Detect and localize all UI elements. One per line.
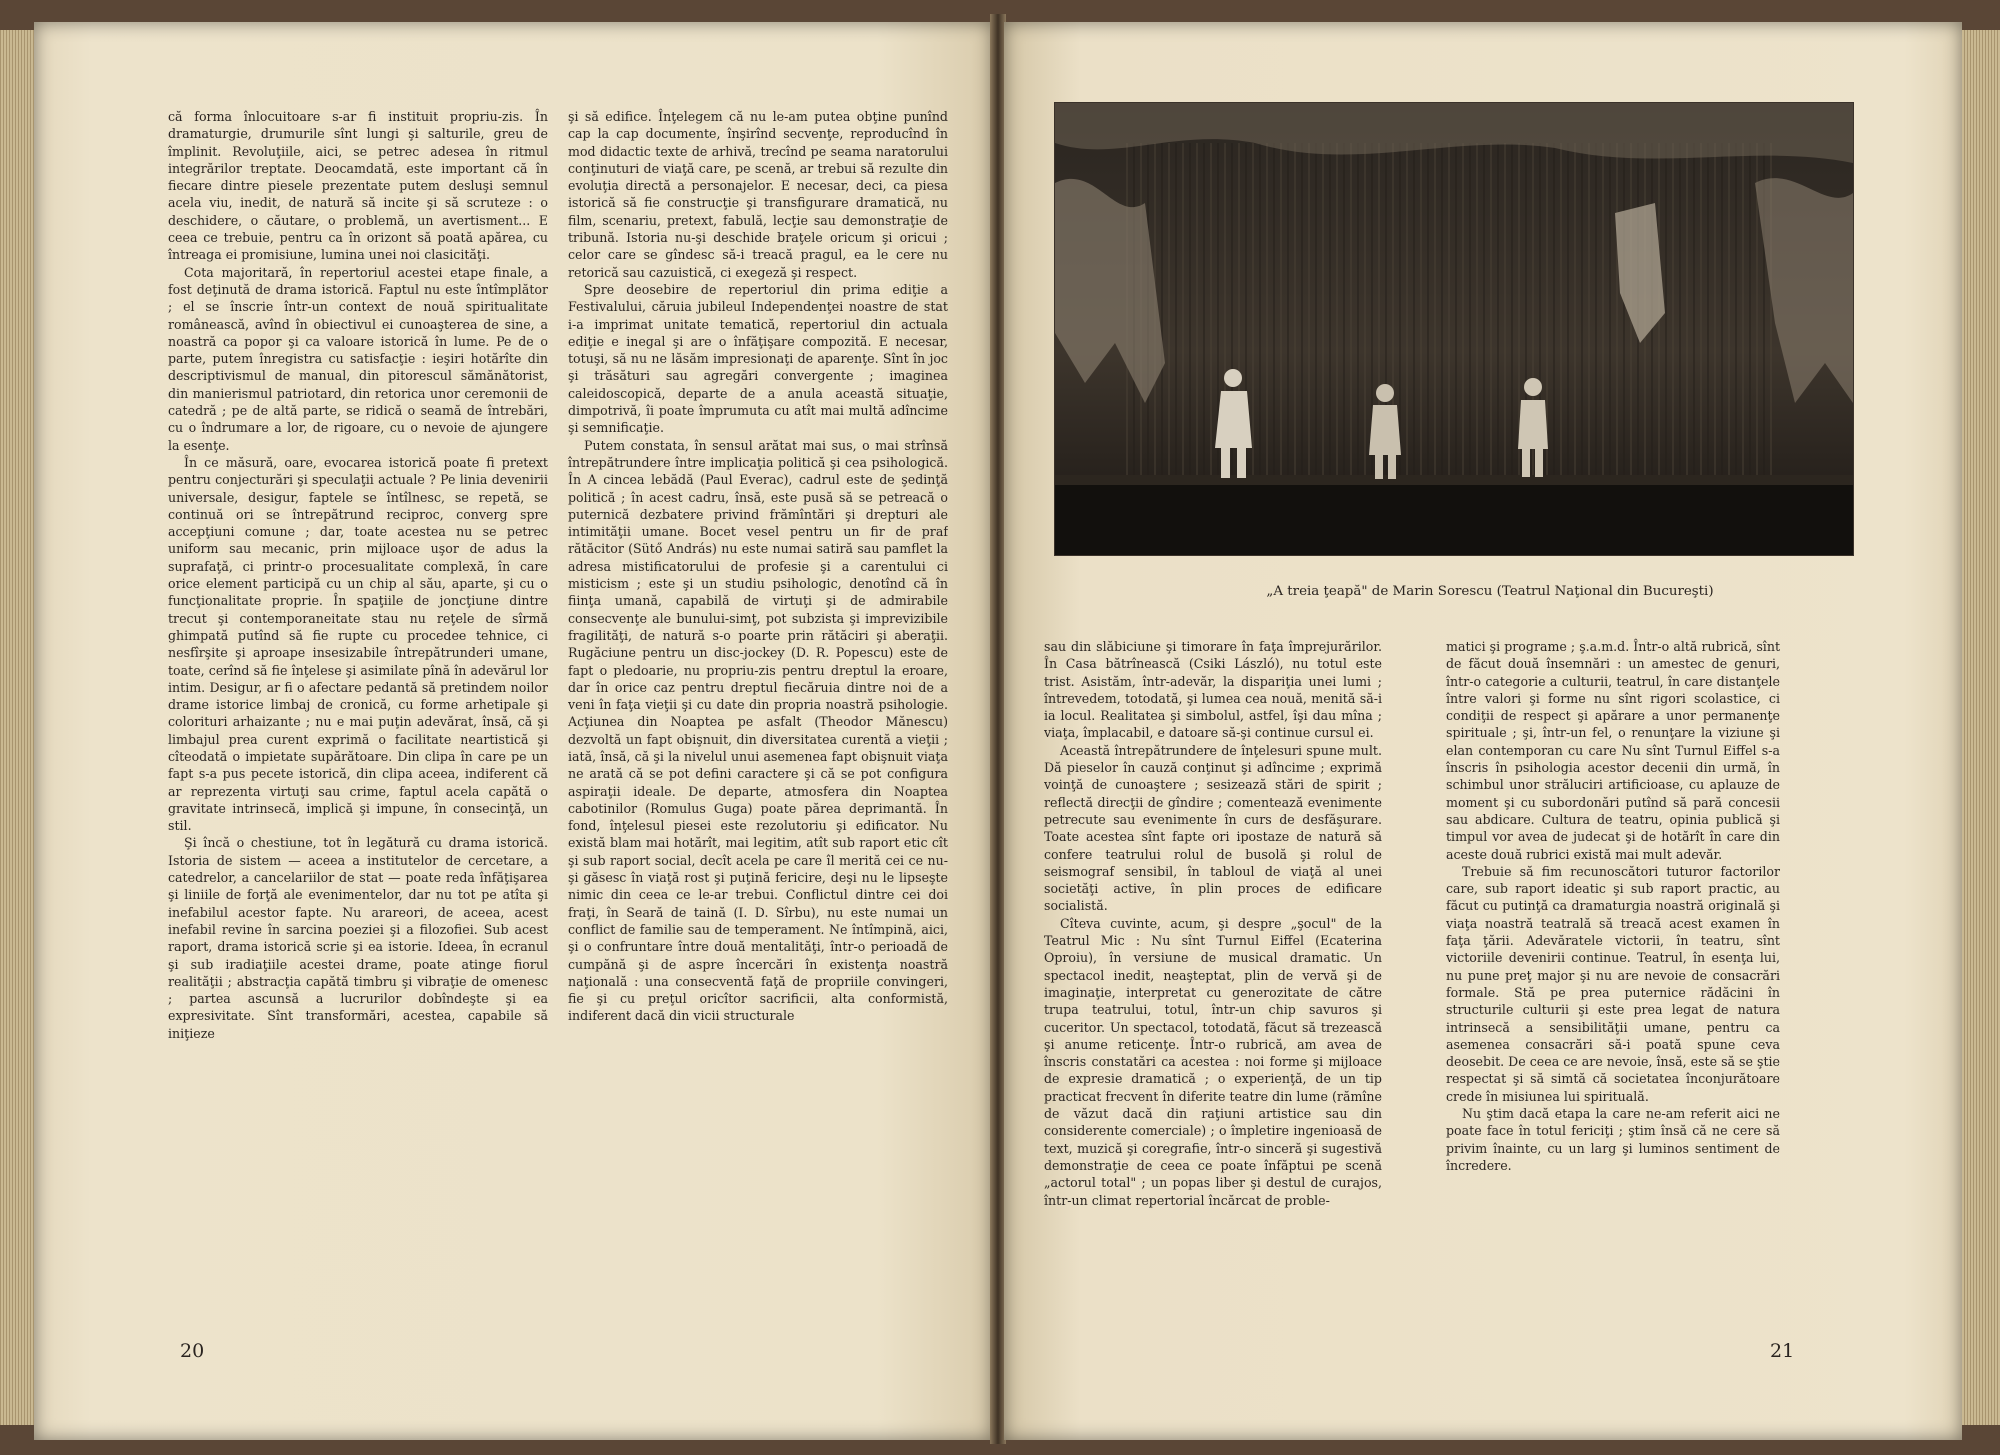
right-page-edges bbox=[1962, 30, 2000, 1425]
paragraph: că forma înlocuitoare s-ar fi instituit propriu-zis. În dramaturgie, drumurile sînt lungi şi salturile, greu de împlinit. Revoluţiile, aici, se petrec adesea în ritmul integrărilor treptate. Deocamdată, este important că în fiecare dintre piesele prezentate putem desluşi semnul acela viu, inedit, de natură să incite şi să scruteze : o deschidere, o căutare, o problemă, un avertisment... E ceea ce trebuie, pentru ca în orizont să poată apărea, cu întreaga ei promisiune, lumina unei noi clasicităţi. bbox=[168, 109, 548, 263]
left-page-column-2 bbox=[568, 108, 948, 1338]
page-number: 21 bbox=[1770, 1340, 1795, 1362]
paragraph: Această întrepătrundere de înţelesuri spune mult. Dă pieselor în cauză conţinut şi adîncime ; exprimă voinţă de cunoaştere ; sesizează stări de spirit ; reflectă direcţii de gîndire ; comentează evenimente petrecute sau evenimente în curs de desfăşurare. Toate acestea sînt fapte ori ipostaze de natură să confere teatrului rolul de busolă şi rolul de seismograf sensibil, în tabloul de viaţă al unei societăţi active, în plin proces de edificare socialistă. bbox=[1044, 742, 1382, 914]
left-page bbox=[34, 22, 992, 1440]
paragraph: Trebuie să fim recunoscători tuturor factorilor care, sub raport ideatic şi sub raport practic, au făcut cu putinţă ca dramaturgia noastră originală şi viaţa noastră teatrală să treacă acest examen în faţa ţării. Adevăratele victorii, în teatru, sînt victoriile devenirii continue. Teatrul, în esenţa lui, nu pune preţ major şi nu are nevoie de consacrări formale. Stă pe prea puternice rădăcini în structurile culturii şi este prea legat de natura intrinsecă a sensibilităţii umane, pentru ca asemenea consacrări să-i poată spune ceva deosebit. De ceea ce are nevoie, însă, este să se ştie respectat şi să simtă că societatea înconjurătoare crede în misiunea lui spirituală. bbox=[1446, 863, 1780, 1104]
photo-caption: „A treia ţeapă" de Marin Sorescu (Teatrul Naţional din Bucureşti) bbox=[1266, 584, 1714, 599]
right-page-column-2 bbox=[1446, 638, 1780, 1318]
paragraph: sau din slăbiciune şi timorare în faţa împrejurărilor. În Casa bătrînească (Csiki László), nu totul este trist. Asistăm, într-adevăr, la dispariţia unei lumi ; întrevedem, totodată, şi lumea cea nouă, menită să-i ia locul. Realitatea şi simbolul, astfel, îşi dau mîna ; viaţa, împlacabil, e datoare să-şi continue cursul ei. bbox=[1044, 639, 1382, 741]
paragraph: În ce măsură, oare, evocarea istorică poate fi pretext pentru conjecturări şi speculaţii actuale ? Pe linia devenirii universale, desigur, faptele se întîlnesc, se repetă, se continuă ori se întrepătrund reciproc, converg spre accepţiuni comune ; dar, toate acestea nu se petrec uniform sau mecanic, prin mijloace uşor de adus la suprafaţă, ci printr-o procesualitate complexă, în care orice element participă cu un chip al său, aparte, şi cu o funcţionalitate proprie. În spaţiile de joncţiune dintre trecut şi contemporaneitate stau nu reţele de sîrmă ghimpată putînd să fie rupte cu procedee tehnice, ci nesfîrşite şi aproape insesizabile întrepătrunderi umane, toate, cerînd să fie înţelese şi asimilate pînă în adevărul lor intim. Desigur, ar fi o afectare pedantă să pretindem noilor drame istorice limbaj de cronică, cu forme arhetipale şi colorituri arhaizante ; nu e mai puţin adevărat, însă, că şi limbajul prea curent exprimă o facilitate neartistică şi cîteodată o impietate supărătoare. Din clipa în care pe un fapt s-a pus pecete istorică, din clipa aceea, indiferent că ar reprezenta virtuţi sau crime, faptul acela capătă o gravitate intrinsecă, implică şi impune, în consecinţă, un stil. bbox=[168, 454, 548, 834]
left-page-edges bbox=[0, 30, 34, 1425]
paragraph: Putem constata, în sensul arătat mai sus, o mai strînsă întrepătrundere între implicaţia politică şi cea psihologică. În A cincea lebădă (Paul Everac), cadrul este de şedinţă politică ; în acest cadru, însă, este pusă să se petreacă o puternică dezbatere privind frămîntări şi drepturi ale intimităţii umane. Bocet vesel pentru un fir de praf rătăcitor (Sütő András) nu este numai satiră sau pamflet la adresa mistificatorului de profesie şi a carentului ci misticism ; este şi un studiu psihologic, denotînd că în fiinţa umană, capabilă de virtuţi şi de admirabile consecvenţe ale bunului-simţ, pot subzista şi imprevizibile fragilităţi, de natură s-o poarte prin rătăciri şi aberaţii. Rugăciune pentru un disc-jockey (D. R. Popescu) este de fapt o pledoarie, nu propriu-zis pentru dreptul la eroare, dar în orice caz pentru dreptul fiecăruia dintre noi de a veni în faţa vieţii şi cu date din propria noastră psihologie. Acţiunea din Noaptea pe asfalt (Theodor Mănescu) dezvoltă un fapt obişnuit, din diversitatea curentă a vieţii ; iată, însă, că şi la nivelul unui asemenea fapt obişnuit viaţa ne arată că se pot defini caractere şi că se pot configura aspiraţii ideale. De departe, atmosfera din Noaptea cabotinilor (Romulus Guga) poate părea deprimantă. În fond, înţelesul piesei este rezolutoriu şi edificator. Nu există blam mai hotărît, mai legitim, atît sub raport etic cît şi sub raport social, decît acela pe care îl merită cei ce nu-şi găsesc în viaţă rost şi puţină fericire, deşi nu le lipseşte nimic din ceea ce le-ar trebui. Conflictul dintre cei doi fraţi, în Seară de taină (I. D. Sîrbu), nu este numai un conflict de familie sau de temperament. Ne întîmpină, aici, şi o confruntare între două mentalităţi, într-o perioadă de cumpănă şi de aspre încercări în existenţa noastră naţională : una consecventă faţă de propriile convingeri, fie şi cu preţul oricîtor sacrificii, alta conformistă, indiferent dacă din vicii structurale bbox=[568, 437, 948, 1024]
right-page-column-1 bbox=[1044, 638, 1382, 1318]
page-number: 20 bbox=[180, 1340, 205, 1362]
paragraph: şi să edifice. Înţelegem că nu le-am putea obţine punînd cap la cap documente, înşirînd secvenţe, reproducînd în mod didactic texte de arhivă, trecînd pe seama naratorului conţinuturi de viaţă care, pe scenă, ar trebui să rezulte din evoluţia directă a personajelor. E necesar, deci, ca piesa istorică să fie construcţie şi transfigurare dramatică, nu film, scenariu, pretext, fabulă, lecţie sau demonstraţie de tribună. Istoria nu-şi deschide braţele oricum şi oricui ; celor care se gîndesc să-i treacă pragul, ea le cere nu retorică sau cazuistică, ci exegeză şi respect. bbox=[568, 109, 948, 280]
theatre-stage-photo bbox=[1054, 102, 1854, 556]
paragraph: matici şi programe ; ş.a.m.d. Într-o altă rubrică, sînt de făcut două însemnări : un amestec de genuri, într-o categorie a culturii, teatrul, în care distanţele între valori şi forme nu sînt rigori scolastice, ci condiţii de respect şi apărare a unor permanenţe spirituale ; şi, într-un fel, o renunţare la viziune şi elan contemporan cu care Nu sînt Turnul Eiffel s-a înscris în psihologia acestor decenii din urmă, în schimbul unor străluciri artificioase, cu aplauze de moment şi cu subordonări putînd să pară concesii sau abdicare. Cultura de teatru, opinia publică şi timpul vor avea de judecat şi de hotărît în care din aceste două rubrici există mai mult adevăr. bbox=[1446, 639, 1780, 862]
paragraph: Cota majoritară, în repertoriul acestei etape finale, a fost deţinută de drama istorică. Faptul nu este întîmplător ; el se înscrie într-un context de nouă spiritualitate românească, avînd în obiectivul ei cunoaşterea de sine, a noastră ca popor şi ca valoare istorică în lume. Pe de o parte, putem înregistra cu satisfacţie : ieşiri hotărîte din descriptivismul de manual, din pitorescul sămănătorist, din manierismul patriotard, din retorica unor ceremonii de catedră ; pe de altă parte, se ridică o seamă de întrebări, cu o îndrumare a lor, de rigoare, cu o nevoie de ajungere la esenţe. bbox=[168, 264, 548, 453]
stage-scene-image bbox=[1055, 103, 1853, 555]
left-page-column-1 bbox=[168, 108, 548, 1338]
paragraph: Şi încă o chestiune, tot în legătură cu drama istorică. Istoria de sistem — aceea a institutelor de cercetare, a catedrelor, a cancelariilor de stat — poate reda înfăţişarea şi liniile de forţă ale evenimentelor, dar nu tot pe atîta şi inefabilul acestor fapte. Nu arareori, de aceea, acest inefabil revine în sarcina poeziei şi a filozofiei. Sub acest raport, drama istorică scrie şi ea istorie. Ideea, în ecranul şi sub iradiaţiile acestei drame, poate atinge fiorul realităţii ; abstracţia capătă timbru şi vibraţie de omenesc ; partea ascunsă a lucrurilor dobîndeşte şi ea expresivitate. Sînt transformări, acestea, capabile să iniţieze bbox=[168, 835, 548, 1041]
paragraph: Spre deosebire de repertoriul din prima ediţie a Festivalului, căruia jubileul Independenţei noastre de stat i-a imprimat unitate tematică, repertoriul din actuala ediţie e inegal şi are o înfăţişare compozită. E necesar, totuşi, să nu ne lăsăm impresionaţi de aparenţe. Sînt în joc şi trăsături sau agregări convergente ; imaginea caleidoscopică, departe de a anula această situaţie, dimpotrivă, îi poate împrumuta cu atît mai multă adîncime şi semnificaţie. bbox=[568, 281, 948, 436]
paragraph: Cîteva cuvinte, acum, şi despre „şocul" de la Teatrul Mic : Nu sînt Turnul Eiffel (Ecaterina Oproiu), în versiune de musical dramatic. Un spectacol inedit, neaşteptat, plin de vervă şi de imaginaţie, interpretat cu generozitate de către trupa teatrului, totul, într-un chip savuros şi cuceritor. Un spectacol, totodată, făcut să trezească şi anume reticenţe. Într-o rubrică, am avea de înscris constatări ca acestea : noi forme şi mijloace de expresie dramatică ; o experienţă, de un tip practicat frecvent în diferite teatre din lume (rămîne de văzut dacă din raţiuni artistice sau din considerente comerciale) ; o împletire ingenioasă de text, muzică şi coregrafie, într-o sinceră şi sugestivă demonstraţie de ceea ce poate înfăptui pe scenă „actorul total" ; un popas liber şi destul de curajos, într-un climat repertorial încărcat de proble- bbox=[1044, 915, 1382, 1208]
paragraph: Nu ştim dacă etapa la care ne-am referit aici ne poate face în totul fericiţi ; ştim însă că ne cere să privim înainte, cu un larg şi luminos sentiment de încredere. bbox=[1446, 1106, 1780, 1173]
